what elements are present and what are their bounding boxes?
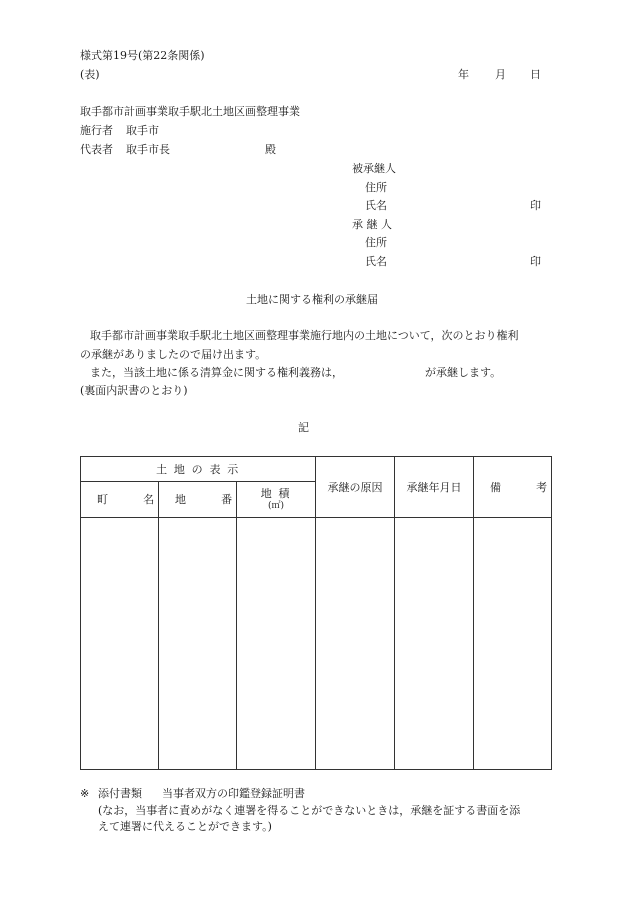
- successor-name-label: 氏名: [365, 255, 387, 268]
- implementer-value: 取手市: [126, 124, 159, 137]
- body-line-3b: が承継します。: [425, 366, 502, 379]
- header-area: [237, 482, 315, 517]
- side-label: (表): [80, 68, 100, 81]
- header-cause: 承継の原因: [327, 480, 383, 494]
- body-line-2: の承継がありましたので届け出ます。: [80, 348, 267, 361]
- land-table: [80, 456, 560, 770]
- footer-attachment-value: 当事者双方の印鑑登録証明書: [162, 787, 305, 800]
- ki-mark: 記: [298, 421, 309, 434]
- date-year-label: 年: [458, 68, 469, 81]
- successor-seal-mark: 印: [530, 255, 541, 268]
- deceased-address-label: 住所: [365, 181, 387, 194]
- deceased-seal-mark: 印: [530, 199, 541, 212]
- footer-note-mark: ※: [80, 787, 90, 800]
- cell-area-entry[interactable]: [237, 518, 315, 769]
- honorific: 殿: [265, 143, 276, 156]
- form-number: 様式第19号(第22条関係): [80, 49, 205, 62]
- footer-note-line-1: (なお，当事者に責めがなく連署を得ることができないときは，承継を証する書面を添: [98, 804, 521, 817]
- body-line-1: 取手都市計画事業取手駅北土地区画整理事業施行地内の土地について，次のとおり権利: [90, 329, 519, 342]
- body-line-3a: また，当該土地に係る清算金に関する権利義務は，: [90, 366, 343, 379]
- header-land-display: 土 地 の 表 示: [156, 462, 240, 476]
- cell-date-entry[interactable]: [395, 518, 473, 769]
- deceased-name-label: 氏名: [365, 199, 387, 212]
- cell-town-entry[interactable]: [81, 518, 158, 769]
- successor-address-label: 住所: [365, 236, 387, 249]
- header-area-unit: (㎡): [267, 501, 285, 511]
- date-day-label: 日: [530, 68, 541, 81]
- representative-value: 取手市長: [126, 143, 170, 156]
- cell-remarks-entry[interactable]: [474, 518, 551, 769]
- cell-lot-entry[interactable]: [159, 518, 236, 769]
- project-name: 取手都市計画事業取手駅北土地区画整理事業: [80, 105, 300, 118]
- implementer-label: 施行者: [80, 124, 113, 137]
- footer-note-line-2: えて連署に代えることができます。): [98, 820, 272, 833]
- date-month-label: 月: [495, 68, 506, 81]
- cell-cause-entry[interactable]: [316, 518, 394, 769]
- header-area-label: 地 積: [260, 487, 292, 500]
- body-line-4: (裏面内訳書のとおり): [80, 384, 188, 397]
- footer-attachment-label: 添付書類: [98, 787, 142, 800]
- header-succession-date: 承継年月日: [406, 480, 462, 494]
- deceased-label: 被承継人: [352, 162, 396, 175]
- header-lot-number: 地 番: [174, 493, 245, 506]
- header-town: 町 名: [96, 493, 167, 506]
- document-title: 土地に関する権利の承継届: [246, 293, 378, 306]
- representative-label: 代表者: [80, 143, 113, 156]
- header-remarks: 備 考: [489, 480, 560, 494]
- successor-label: 承 継 人: [352, 218, 392, 231]
